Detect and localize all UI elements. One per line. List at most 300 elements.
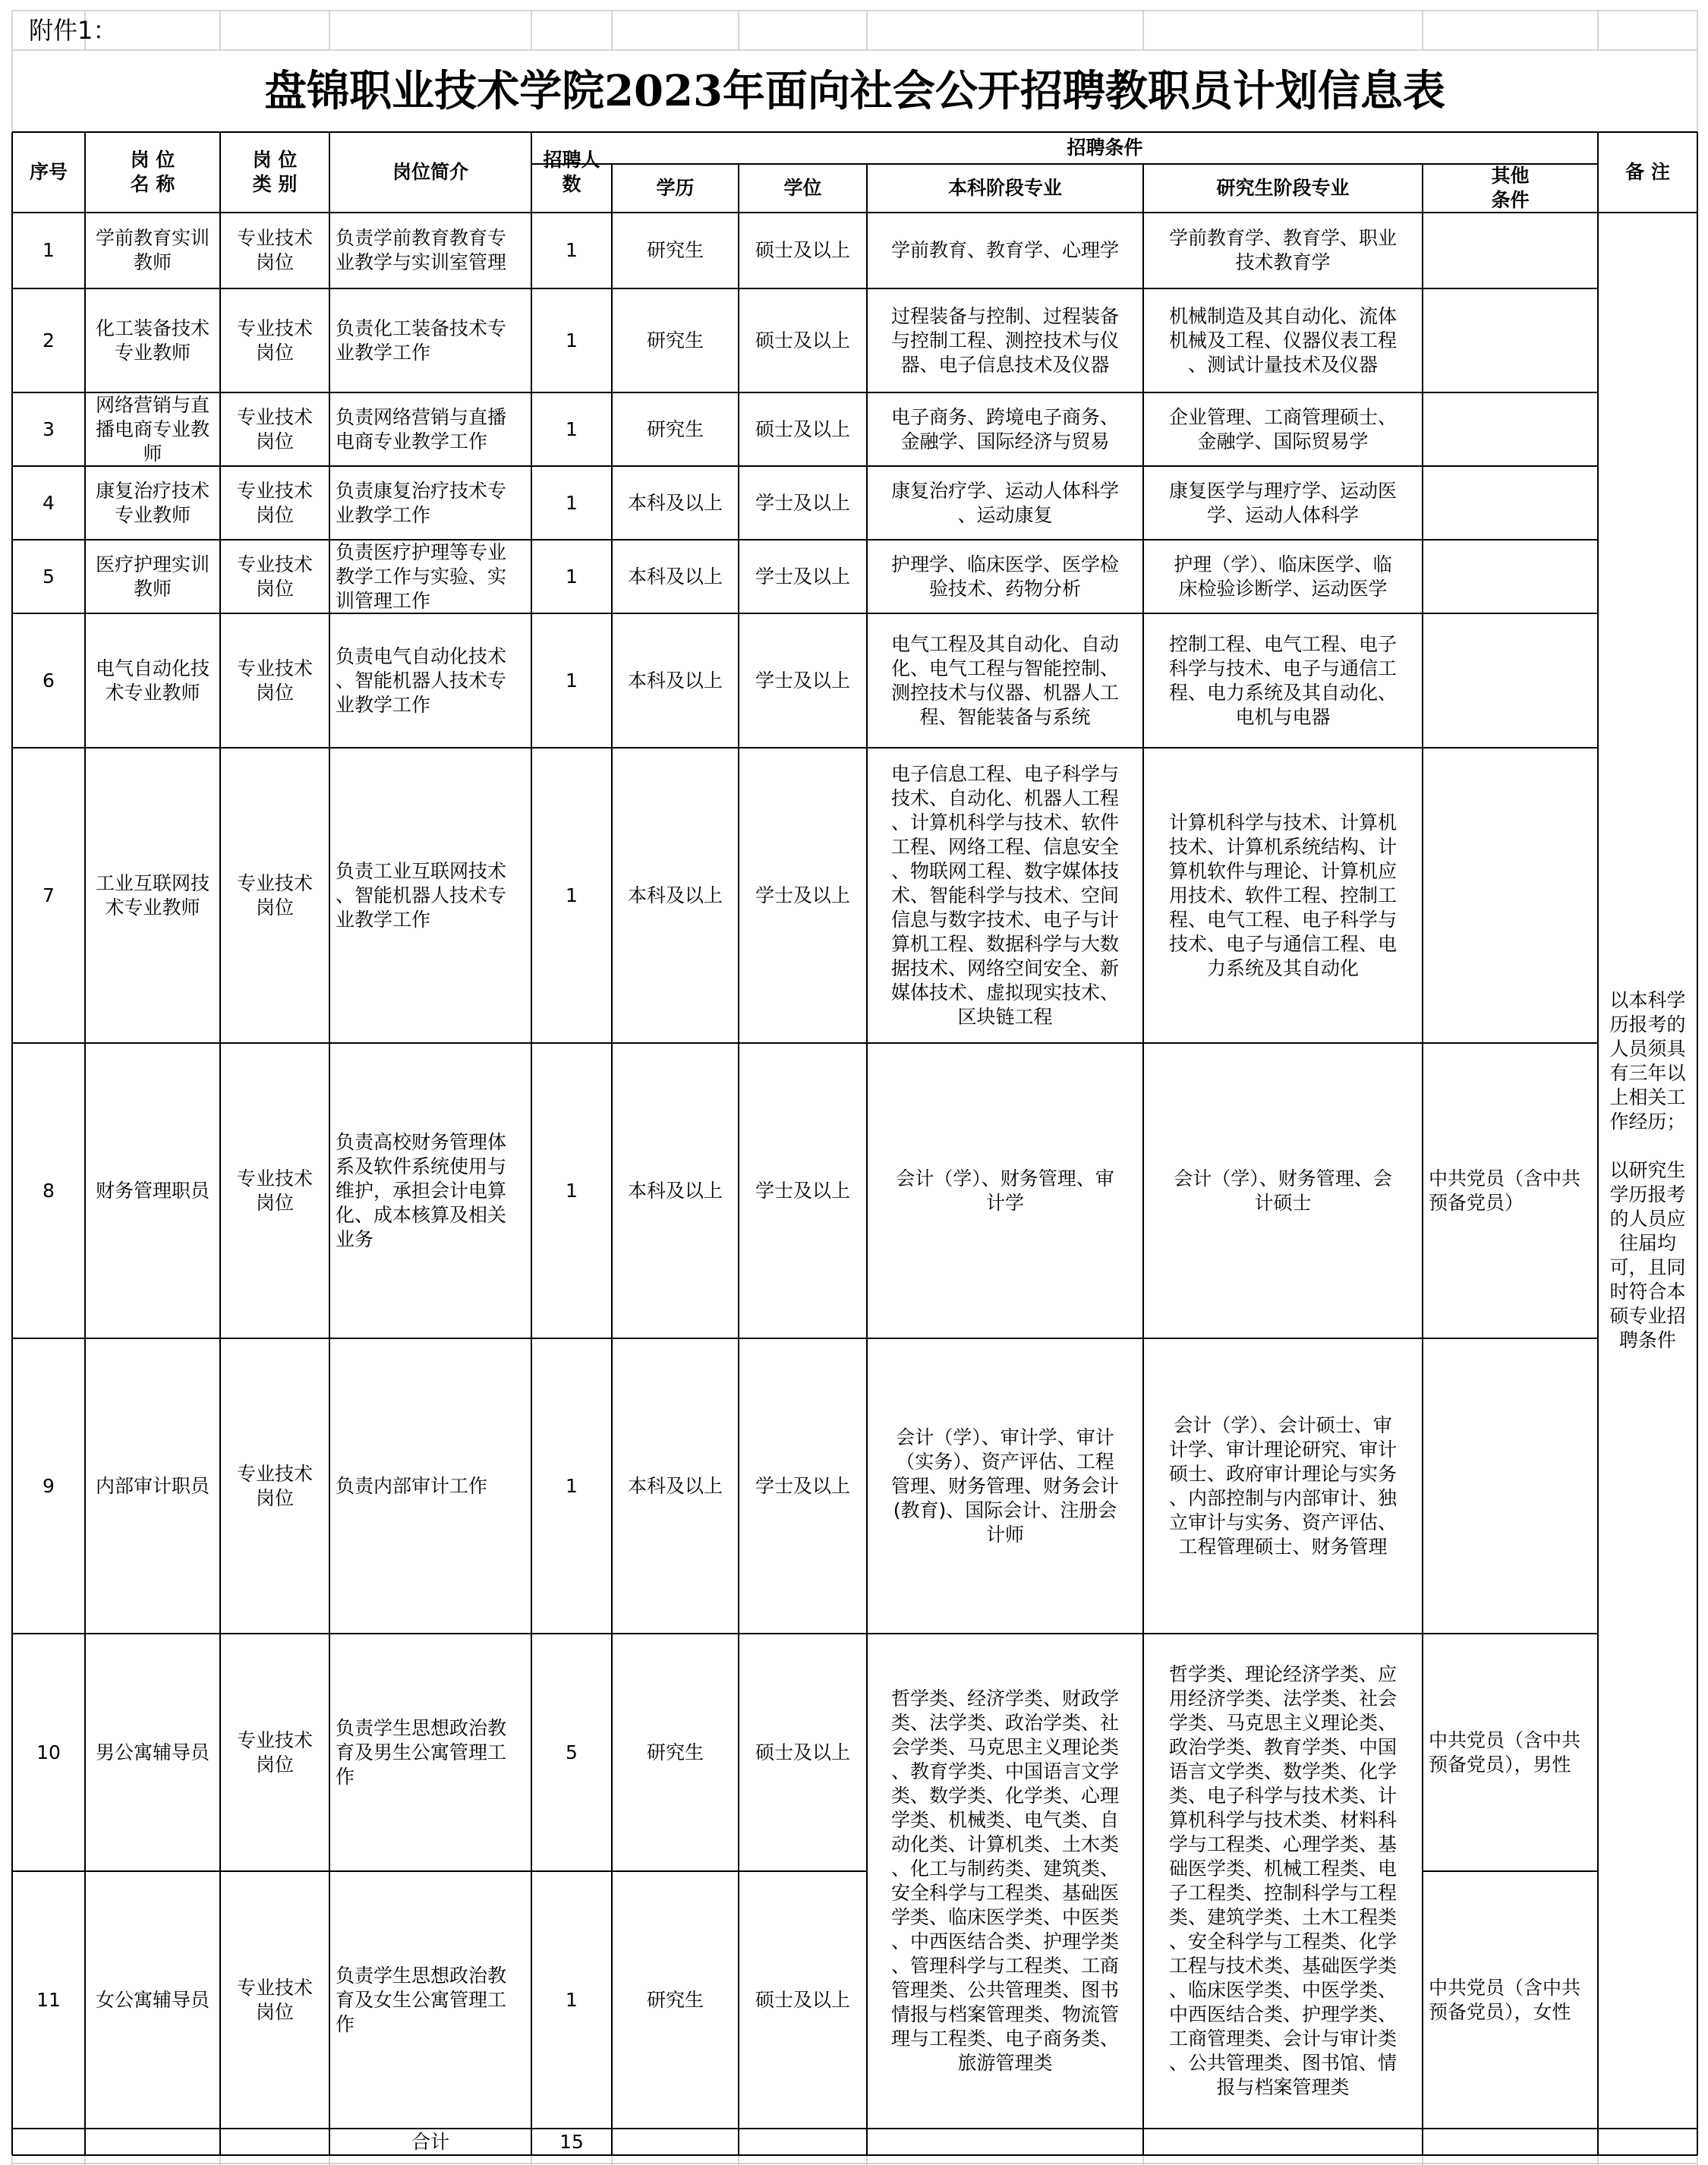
row-position-type-line: 岗位 [255,2000,294,2023]
row-recruit-count-line: 1 [566,1474,578,1497]
remarks-note-line: 有三年以 [1609,1062,1686,1084]
row-grad-major [1143,748,1423,1043]
row-position-type-line: 岗位 [255,503,294,526]
counselor-grad-major [1143,1634,1423,2129]
row-seq-line: 11 [36,1988,61,2011]
header-position-name-line: 岗 位 [130,149,175,171]
row-education [612,1043,739,1338]
row-seq-line: 2 [43,329,55,351]
row-recruit-count-line: 1 [566,1179,578,1202]
row-degree [739,1338,867,1634]
header-position-name-line: 名 称 [130,173,175,195]
row-grad-major-line: 程、电气工程、电子科学与 [1168,908,1397,931]
total-label [329,2129,531,2155]
row-position-intro-line: 化、成本核算及相关 [336,1203,507,1226]
counselor-undergrad-major-line: 安全科学与工程类、基础医 [890,1882,1119,1904]
row-degree [739,748,867,1043]
row-position-name-line: 电气自动化技 [95,657,210,679]
row-seq [12,613,85,748]
row-grad-major-line: 技术教育学 [1235,251,1331,273]
header-seq-line: 序号 [29,161,68,183]
row-seq [12,392,85,466]
row-position-type-line: 岗位 [255,1753,294,1776]
row-position-name [85,288,220,392]
row-position-name-line: 专业教师 [114,341,191,364]
row-grad-major [1143,392,1423,466]
row-undergrad-major-line: 据技术、网络空间安全、新 [890,956,1119,979]
row-position-intro-line: 负责学前教育教育专 [336,227,507,249]
counselor-grad-major-line: 工程与技术类、基础医学类 [1168,1955,1397,1977]
row-education [612,1338,739,1634]
counselor-undergrad-major-line: 、化工与制药类、建筑类、 [890,1858,1119,1880]
row-position-type [220,1871,329,2129]
row-degree [739,613,867,748]
row-grad-major-line: 、内部控制与内部审计、独 [1168,1486,1397,1509]
row-position-intro [329,1338,531,1634]
remarks-note-line: 聘条件 [1618,1329,1676,1351]
row-undergrad-major-line: 与控制工程、测控技术与仪 [890,329,1119,351]
counselor-grad-major-line: 学与工程类、心理学类、基 [1168,1833,1397,1855]
row-grad-major-line: 金融学、国际贸易学 [1197,430,1369,452]
row-education-line: 本科及以上 [627,884,723,906]
row-position-intro-line: 负责内部审计工作 [336,1474,488,1497]
row-other-conditions-line: 中共党员（含中共 [1429,1976,1581,1999]
header-other-conditions-line: 其他 [1491,165,1530,187]
row-position-intro [329,613,531,748]
row-undergrad-major-line: 测控技术与仪器、机器人工 [890,681,1119,704]
row-grad-major [1143,1043,1423,1338]
row-recruit-count [531,1043,612,1338]
counselor-undergrad-major-line: 管理类、公共管理类、图书 [890,1979,1119,2001]
row-undergrad-major-line: 会计（学）、审计学、审计 [896,1426,1114,1448]
remarks-note-line: 历报考的 [1609,1013,1686,1035]
header-undergrad-major-line: 本科阶段专业 [947,177,1062,199]
counselor-undergrad-major-line: 理与工程类、电子商务类、 [890,2028,1119,2050]
row-education [612,288,739,392]
row-position-name-line: 康复治疗技术 [95,479,210,502]
row-other-conditions-line: 预备党员），女性 [1429,2000,1571,2023]
row-position-intro [329,540,531,613]
row-position-intro-line: 业教学工作 [336,341,431,364]
counselor-grad-major-line: 中西医结合类、护理学类、 [1168,2003,1397,2025]
row-seq-line: 9 [43,1474,55,1497]
row-undergrad-major-line: 术、智能科学与技术、空间 [890,884,1119,906]
row-education-line: 研究生 [646,1988,704,2011]
header-position-name [85,132,220,213]
row-position-intro [329,213,531,288]
row-position-type-line: 专业技术 [236,317,313,339]
row-position-name [85,1634,220,1871]
row-position-intro-line: 系及软件系统使用与 [336,1155,507,1177]
row-education [612,466,739,540]
header-conditions-line: 招聘条件 [1067,137,1143,159]
row-undergrad-major [867,748,1143,1043]
counselor-grad-major-line: 类、建筑学类、土木工程类 [1168,1906,1397,1928]
row-position-name-line: 网络营销与直 [95,393,210,416]
row-grad-major-line: 控制工程、电气工程、电子 [1168,632,1397,655]
row-position-intro [329,1871,531,2129]
counselor-grad-major-line: 础医学类、机械工程类、电 [1168,1858,1397,1880]
header-conditions [612,132,1598,164]
remarks-note-line: 以研究生 [1609,1159,1686,1181]
row-position-intro-line: 训管理工作 [336,589,431,612]
row-undergrad-major-line: 会计（学）、财务管理、审 [896,1167,1114,1190]
row-recruit-count [531,288,612,392]
row-position-intro-line: 负责医疗护理等专业 [336,540,507,563]
row-grad-major [1143,466,1423,540]
row-undergrad-major-line: 区块链工程 [957,1005,1053,1028]
row-position-type [220,1043,329,1338]
remarks-note-line: 以本科学 [1609,989,1686,1011]
counselor-undergrad-major-line: 、管理科学与工程类、工商 [890,1955,1119,1977]
row-position-type [220,213,329,288]
row-grad-major-line: 技术、电子与通信工程、电 [1168,932,1397,955]
row-recruit-count [531,748,612,1043]
row-position-name-line: 内部审计职员 [95,1474,210,1497]
row-grad-major-line: 计学、审计理论研究、审计 [1168,1438,1397,1461]
row-seq-line: 5 [43,565,55,588]
row-grad-major-line: 技术、计算机系统结构、计 [1168,835,1397,858]
row-education [612,1871,739,2129]
row-position-intro [329,1634,531,1871]
row-seq [12,288,85,392]
row-position-name-line: 化工装备技术 [95,317,210,339]
row-position-type [220,613,329,748]
row-undergrad-major [867,1043,1143,1338]
remarks-note-line: 学历报考 [1609,1183,1686,1205]
header-other-conditions-line: 条件 [1491,189,1530,211]
row-position-type [220,1338,329,1634]
row-position-intro [329,1043,531,1338]
row-position-intro-line: 负责高校财务管理体 [336,1130,507,1153]
row-position-name-line: 学前教育实训 [95,227,210,249]
row-position-intro [329,288,531,392]
row-grad-major-line: 用技术、软件工程、控制工 [1168,884,1397,906]
row-education-line: 本科及以上 [627,669,723,692]
row-grad-major-line: 工程管理硕士、财务管理 [1178,1535,1388,1558]
row-undergrad-major [867,1338,1143,1634]
counselor-grad-major-line: 算机科学与技术类、材料科 [1168,1809,1397,1831]
row-position-name-line: 工业互联网技 [95,871,210,894]
page-title [12,50,1697,132]
counselor-undergrad-major-line: 、教育学类、中国语言文学 [890,1760,1119,1782]
row-undergrad-major-line: 信息与数字技术、电子与计 [890,908,1119,931]
row-undergrad-major-line: (教育)、国际会计、注册会 [893,1498,1117,1521]
row-position-intro-line: 业教学与实训室管理 [336,251,507,273]
counselor-undergrad-major-line: 动化类、计算机类、土木类 [890,1833,1119,1855]
row-degree-line: 学士及以上 [755,491,850,514]
row-grad-major-line: 机械制造及其自动化、流体 [1168,304,1397,327]
header-remarks-line: 备 注 [1625,161,1670,183]
row-grad-major-line: 、测试计量技术及仪器 [1187,353,1378,376]
row-recruit-count [531,613,612,748]
row-recruit-count-line: 1 [566,329,578,351]
row-position-type-line: 专业技术 [236,657,313,679]
row-recruit-count-line: 1 [566,239,578,261]
row-undergrad-major-line: 化、电气工程与智能控制、 [890,657,1119,679]
row-education-line: 本科及以上 [627,1474,723,1497]
row-grad-major [1143,1338,1423,1634]
row-position-intro-line: 育及女生公寓管理工 [336,1988,507,2011]
row-grad-major-line: 护理（学）、临床医学、临 [1174,553,1392,575]
counselor-grad-major-line: 用经济学类、法学类、社会 [1168,1688,1397,1710]
row-undergrad-major [867,392,1143,466]
row-undergrad-major-line: 电子商务、跨境电子商务、 [890,405,1119,428]
row-education-line: 本科及以上 [627,1179,723,1202]
row-grad-major-line: 企业管理、工商管理硕士、 [1168,405,1397,428]
row-degree-line: 学士及以上 [755,884,850,906]
row-position-type [220,288,329,392]
row-grad-major [1143,213,1423,288]
remarks-note-line: 可，且同 [1609,1256,1686,1278]
attachment-label-line: 附件1： [29,16,118,45]
row-recruit-count [531,1634,612,1871]
row-position-type-line: 专业技术 [236,405,313,428]
row-position-type-line: 专业技术 [236,227,313,249]
row-position-name [85,213,220,288]
row-seq [12,540,85,613]
row-grad-major-line: 机械及工程、仪器仪表工程 [1168,329,1397,351]
row-position-intro-line: 、智能机器人技术专 [336,669,507,692]
row-grad-major-line: 会计（学）、会计硕士、审 [1174,1413,1392,1436]
counselor-grad-major-line: 子工程类、控制科学与工程 [1168,1882,1397,1904]
row-recruit-count-line: 1 [566,491,578,514]
row-education [612,213,739,288]
row-degree-line: 硕士及以上 [755,329,850,351]
row-education-line: 本科及以上 [627,491,723,514]
header-seq [12,132,85,213]
row-grad-major-line: 学、运动人体科学 [1206,503,1359,526]
counselor-undergrad-major-line: 哲学类、经济学类、财政学 [890,1688,1119,1710]
row-position-intro-line: 育及男生公寓管理工 [336,1741,507,1763]
row-education [612,392,739,466]
row-position-name-line: 师 [143,442,162,465]
header-recruit-count [531,132,612,213]
total-value-line: 15 [559,2130,584,2153]
row-education [612,1634,739,1871]
header-position-type-line: 岗 位 [252,149,298,171]
row-position-intro-line: 维护，承担会计电算 [336,1179,507,1202]
row-undergrad-major-line: 技术、自动化、机器人工程 [890,786,1119,809]
row-undergrad-major-line: 器、电子信息技术及仪器 [900,353,1110,376]
row-position-name [85,1871,220,2129]
row-position-intro-line: 电商专业教学工作 [336,430,488,452]
row-position-intro-line: 作 [336,2012,355,2035]
header-recruit-count-line: 数 [562,173,581,195]
row-position-name [85,748,220,1043]
row-position-type-line: 岗位 [255,1486,294,1509]
row-undergrad-major-line: 学前教育、教育学、心理学 [890,239,1119,261]
row-recruit-count-line: 1 [566,565,578,588]
counselor-undergrad-major-line: 情报与档案管理类、物流管 [890,2003,1119,2025]
row-other-conditions-line: 中共党员（含中共 [1429,1729,1581,1751]
row-position-intro [329,392,531,466]
row-position-type-line: 岗位 [255,430,294,452]
counselor-grad-major-line: 、安全科学与工程类、化学 [1168,1930,1397,1952]
row-position-type-line: 岗位 [255,681,294,704]
row-position-type-line: 专业技术 [236,1462,313,1485]
row-grad-major [1143,540,1423,613]
counselor-grad-major-line: 政治学类、教育学类、中国 [1168,1736,1397,1758]
row-undergrad-major-line: 过程装备与控制、过程装备 [890,304,1119,327]
counselor-undergrad-major-line: 会学类、马克思主义理论类 [890,1736,1119,1758]
row-position-name [85,1338,220,1634]
row-degree-line: 学士及以上 [755,1474,850,1497]
row-grad-major-line: 康复医学与理疗学、运动医 [1168,479,1397,502]
row-undergrad-major-line: 验技术、药物分析 [928,577,1081,600]
row-position-intro-line: 负责学生思想政治教 [336,1716,507,1739]
row-position-intro-line: 负责工业互联网技术 [336,859,507,882]
row-grad-major-line: 计算机科学与技术、计算机 [1168,811,1397,834]
header-education [612,164,739,213]
row-degree-line: 学士及以上 [755,669,850,692]
row-position-name-line: 女公寓辅导员 [95,1988,210,2011]
row-position-type-line: 专业技术 [236,479,313,502]
row-recruit-count-line: 5 [566,1741,578,1763]
row-position-type-line: 岗位 [255,577,294,600]
row-position-type [220,748,329,1043]
row-position-type-line: 专业技术 [236,871,313,894]
row-undergrad-major-line: 计学 [985,1191,1024,1214]
counselor-undergrad-major-line: 旅游管理类 [957,2052,1053,2074]
row-position-name-line: 教师 [133,577,172,600]
remarks-note-line: 作经历； [1609,1111,1686,1133]
row-position-name-line: 播电商专业教 [95,418,210,440]
row-seq-line: 3 [43,418,55,440]
row-grad-major-line: 学前教育学、教育学、职业 [1168,227,1397,249]
row-position-name-line: 术专业教师 [105,896,200,919]
row-position-name-line: 男公寓辅导员 [95,1741,210,1763]
row-degree-line: 硕士及以上 [755,1988,850,2011]
row-grad-major-line: 立审计与实务、资产评估、 [1168,1511,1397,1533]
row-position-type-line: 专业技术 [236,553,313,575]
row-position-name-line: 财务管理职员 [95,1179,210,1202]
row-degree [739,213,867,288]
header-position-intro-line: 岗位简介 [392,161,468,183]
total-label-line: 合计 [411,2130,449,2153]
row-position-intro-line: 教学工作与实验、实 [336,565,507,588]
row-seq-line: 10 [36,1741,61,1763]
row-position-intro-line: 业教学工作 [336,693,431,716]
header-remarks [1598,132,1697,213]
row-undergrad-major-line: 管理、财务管理、财务会计 [890,1474,1119,1497]
row-undergrad-major-line: 、物联网工程、数字媒体技 [890,859,1119,882]
counselor-undergrad-major-line: 类、数学类、化学类、心理 [890,1785,1119,1807]
row-seq-line: 6 [43,669,55,692]
counselor-undergrad-major-line: 、中西医结合类、护理学类 [890,1930,1119,1952]
row-recruit-count [531,466,612,540]
counselor-grad-major-line: 工商管理类、会计与审计类 [1168,2028,1397,2050]
page-title-line: 盘锦职业技术学院2023年面向社会公开招聘教职员计划信息表 [264,66,1445,116]
row-position-type-line: 专业技术 [236,1167,313,1190]
row-grad-major-line: 算机软件与理论、计算机应 [1168,859,1397,882]
row-degree-line: 硕士及以上 [755,418,850,440]
row-grad-major-line: 科学与技术、电子与通信工 [1168,657,1397,679]
row-seq-line: 1 [43,239,55,261]
row-degree-line: 学士及以上 [755,565,850,588]
row-degree [739,288,867,392]
row-education [612,540,739,613]
row-grad-major-line: 计硕士 [1254,1191,1312,1214]
row-grad-major-line: 程、电力系统及其自动化、 [1168,681,1397,704]
row-position-name [85,392,220,466]
row-seq-line: 4 [43,491,55,514]
counselor-grad-major-line: 语言文学类、数学类、化学 [1168,1760,1397,1782]
counselor-grad-major-line: 学类、马克思主义理论类、 [1168,1712,1397,1734]
row-position-type [220,540,329,613]
row-position-intro-line: 负责康复治疗技术专 [336,479,507,502]
header-position-type [220,132,329,213]
row-recruit-count-line: 1 [566,669,578,692]
row-recruit-count [531,540,612,613]
row-education-line: 研究生 [646,418,704,440]
row-undergrad-major [867,213,1143,288]
row-other-conditions [1423,1043,1598,1338]
remarks-note-line: 硕专业招 [1609,1305,1686,1327]
row-grad-major-line: 电机与电器 [1235,705,1331,728]
row-seq [12,1634,85,1871]
row-other-conditions-line: 预备党员），男性 [1429,1753,1571,1776]
row-education-line: 研究生 [646,1741,704,1763]
row-undergrad-major-line: 计师 [985,1523,1024,1546]
row-position-type-line: 岗位 [255,1191,294,1214]
counselor-grad-major-line: 、临床医学类、中医学类、 [1168,1979,1397,2001]
header-grad-major-line: 研究生阶段专业 [1216,177,1350,199]
row-degree [739,540,867,613]
row-other-conditions [1423,1634,1598,1871]
row-position-type-line: 岗位 [255,896,294,919]
row-position-intro-line: 负责学生思想政治教 [336,1964,507,1987]
row-undergrad-major-line: 工程、网络工程、信息安全 [890,835,1119,858]
row-seq-line: 8 [43,1179,55,1202]
row-position-type-line: 专业技术 [236,1976,313,1999]
row-position-name [85,466,220,540]
row-other-conditions-line: 预备党员） [1429,1191,1524,1214]
row-undergrad-major [867,540,1143,613]
row-recruit-count [531,392,612,466]
row-grad-major [1143,613,1423,748]
row-position-intro-line: 业教学工作 [336,908,431,931]
row-undergrad-major-line: 电子信息工程、电子科学与 [890,762,1119,785]
row-recruit-count [531,213,612,288]
row-grad-major [1143,288,1423,392]
header-degree [739,164,867,213]
counselor-undergrad-major-line: 类、法学类、政治学类、社 [890,1712,1119,1734]
row-undergrad-major-line: 、运动康复 [957,503,1053,526]
row-position-intro-line: 业教学工作 [336,503,431,526]
counselor-undergrad-major-line: 学类、临床医学类、中医类 [890,1906,1119,1928]
row-undergrad-major-line: （实务）、资产评估、工程 [896,1450,1114,1473]
remarks-note-line: 上相关工 [1609,1086,1686,1108]
remarks-note-line: 人员须具 [1609,1038,1686,1060]
row-recruit-count-line: 1 [566,418,578,440]
remarks-note [1598,213,1697,2129]
row-position-intro-line: 负责化工装备技术专 [336,317,507,339]
total-value [531,2129,612,2155]
counselor-grad-major-line: 哲学类、理论经济学类、应 [1168,1663,1397,1685]
row-undergrad-major-line: 金融学、国际经济与贸易 [900,430,1110,452]
row-seq [12,1043,85,1338]
row-position-type-line: 岗位 [255,341,294,364]
row-position-intro-line: 、智能机器人技术专 [336,884,507,906]
counselor-undergrad-major-line: 学类、机械类、电气类、自 [890,1809,1119,1831]
header-grad-major [1143,164,1423,213]
row-position-intro [329,748,531,1043]
row-seq [12,466,85,540]
row-position-type [220,1634,329,1871]
row-seq [12,748,85,1043]
row-position-intro-line: 负责电气自动化技术 [336,644,507,667]
